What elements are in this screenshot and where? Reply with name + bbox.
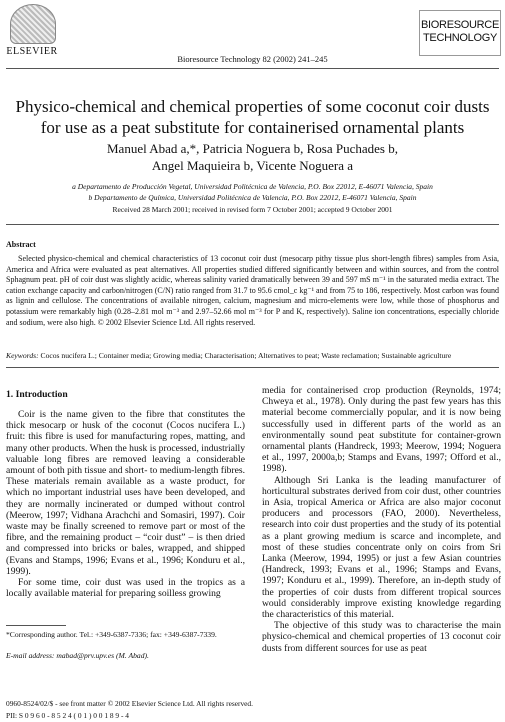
journal-brand-line1: BIORESOURCE	[421, 19, 499, 31]
article-title: Physico-chemical and chemical properties of some coconut coir dusts for use as a peat substitute for containerised ornamental plants	[15, 97, 490, 137]
journal-brand-line2: TECHNOLOGY	[422, 32, 497, 44]
affiliation-a: a Departamento de Producción Vegetal, Universidad Politécnica de Valencia, P.O. Box 22012, E-46071 Valencia, Spain	[72, 182, 433, 191]
keywords-label: Keywords:	[6, 351, 39, 360]
pii-line: PII: S 0 9 6 0 - 8 5 2 4 ( 0 1 ) 0 0 1 8 9 - 4	[6, 711, 129, 720]
paragraph: Coir is the name given to the fibre that constitutes the thick mesocarp or husk of the coconut (Cocos nucifera L.) fruit: this fibre is used for manufacturing ropes, matting, and many other products. When the husk is processed, industrially valuable long fibres are removed leaving a considerable amount of both pith tissue and short- to medium-length fibres. These materials remain available as a waste product, for which no important industrial uses have been developed, and they are normally incinerated or dumped without control (Meerow, 1997; Vidhana Arachchi and Somasiri, 1997). Coir waste may be finally screened to remove part or most of the fibre, and the remaining product – “coir dust” – is then dried and compressed into bricks or bales, wrapped, and shipped (Evans and Stamps, 1996; Evans et al., 1996; Konduru et al., 1999).	[6, 409, 245, 577]
paragraph: Although Sri Lanka is the leading manufacturer of horticultural substrates derived from coir dust, other countries in Asia, tropical America or Africa are also major coconut producers and processors (FAO, 2000). Nevertheless, research into coir dust properties and the study of its potential as a plant growing medium is scarce and incomplete, and most of these studies concentrate only on coirs from Sri Lanka (Meerow, 1994, 1995) or just a few Asian countries (Handreck, 1993; Evans et al., 1996; Stamps and Evans, 1997; Konduru et al., 1999). Therefore, an in-depth study of the properties of coir dusts from different tropical sources would considerably improve existing knowledge regarding the characteristics of this material.	[262, 474, 501, 621]
body-column-left	[6, 409, 245, 599]
abstract-text: Selected physico-chemical and chemical characteristics of 13 coconut coir dust (mesocarp pithy tissue plus short-length fibres) samples from Asia, America and Africa were evaluated as peat alternatives. All properties studied differed significantly between and within sources, and from the control Sphagnum peat. pH of coir dust was slightly acidic, whereas salinity varied dramatically between 39 and 597 mS m⁻¹ in the saturated media extract. The cation exchange capacity and carbon/nitrogen (C/N) ratio ranged from 31.7 to 95.6 cmol_c kg⁻¹ and from 75 to 186, respectively. Most carbon was found as lignin and cellulose. The concentrations of available nitrogen, calcium, magnesium and micro-elements were low, while those of phosphorus and potassium were remarkably high (0.28–2.81 mol m⁻³ and 2.97–52.66 mol m⁻³ for P and K, respectively). Saline ion concentrations, especially chloride and sodium, were also high. © 2002 Elsevier Science Ltd. All rights reserved.	[6, 254, 499, 327]
front-matter-line: 0960-8524/02/$ - see front matter © 2002 Elsevier Science Ltd. All rights reserved.	[6, 699, 253, 708]
keywords-list: Cocos nucifera L.; Container media; Growing media; Characterisation; Alternatives to peat; Waste reclamation; Sustainable agriculture	[40, 351, 452, 360]
corresponding-author-note: *Corresponding author. Tel.: +349-6387-7336; fax: +349-6387-7339.	[6, 630, 217, 639]
elsevier-tree-icon	[10, 4, 56, 44]
authors-line-2: Angel Maquieira b, Vicente Noguera a	[151, 158, 354, 173]
section-heading-introduction: 1. Introduction	[6, 389, 68, 400]
header-divider	[6, 68, 499, 69]
authors-line-1: Manuel Abad a,*, Patricia Noguera b, Rosa Puchades b,	[107, 141, 398, 156]
journal-brand	[419, 10, 501, 56]
publisher-name: ELSEVIER	[6, 46, 58, 57]
abstract-divider	[6, 367, 499, 368]
received-dates: Received 28 March 2001; received in revised form 7 October 2001; accepted 9 October 2001	[112, 205, 393, 214]
paragraph: media for containerised crop production (Reynolds, 1974; Chweya et al., 1978). Only during the past few years has this material become commercially popular, and it is now being successfully used in different parts of the world as an environmentally sound peat substitute for container-grown ornamental plants (Handreck, 1993; Meerow, 1994; Noguera et al., 1997, 2000a,b; Stamps and Evans, 1997; Offord et al., 1998).	[262, 385, 501, 475]
email-address: E-mail address: mabad@prv.upv.es (M. Abad).	[6, 651, 149, 660]
title-divider	[6, 224, 499, 225]
body-column-right	[262, 385, 501, 654]
paragraph: The objective of this study was to characterise the main physico-chemical and chemical properties of 13 coconut coir dusts from different sources for use as peat	[262, 620, 501, 654]
abstract-heading: Abstract	[6, 240, 36, 249]
journal-reference: Bioresource Technology 82 (2002) 241–245	[177, 54, 328, 64]
affiliation-b: b Departamento de Química, Universidad Politécnica de Valencia, P.O. Box 22012, E-46071 Valencia, Spain	[88, 193, 417, 202]
footnote-divider	[6, 625, 66, 626]
paragraph: For some time, coir dust was used in the tropics as a locally available material for preparing soilless growing	[6, 577, 245, 600]
keywords	[6, 351, 499, 361]
